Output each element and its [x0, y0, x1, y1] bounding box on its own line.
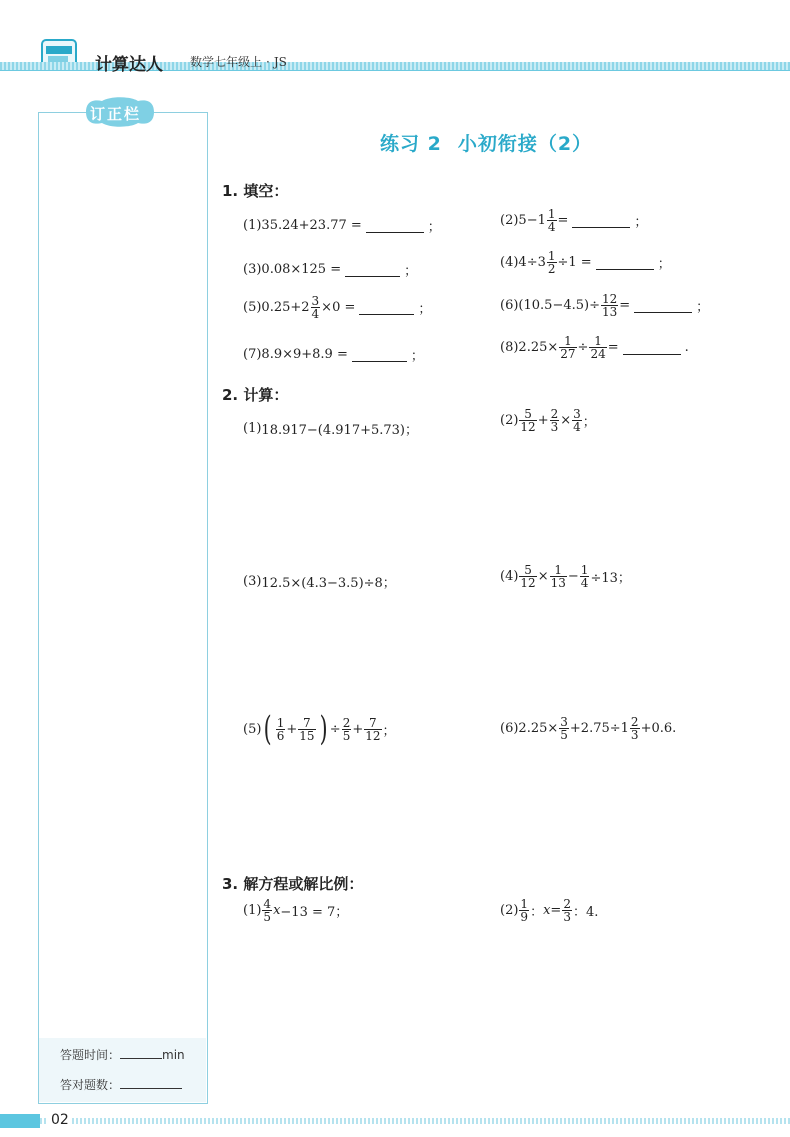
fraction: $\frac{1}{9}$: [520, 897, 529, 924]
problem-1-3: (3) 0.08×125 = ；: [243, 262, 418, 279]
answer-blank[interactable]: [359, 300, 414, 315]
fraction: $\frac{1}{2}$: [547, 249, 556, 276]
edition-label: JS: [273, 55, 287, 69]
fraction: $\frac{7}{15}$: [299, 715, 315, 743]
book-subtitle: 数学七年级上 · JS: [190, 55, 287, 69]
answer-blank[interactable]: [366, 218, 424, 233]
problem-2-5: (5) ( $\frac{1}{6}$ + $\frac{7}{15}$ ) ÷ $\frac{2}{5}$ + $\frac{7}{12}$ ；: [243, 709, 396, 749]
problem-3-2: (2) $\frac{1}{9}$ ： x = $\frac{2}{3}$ ：4.: [500, 897, 599, 924]
page-title: 练习 2 小初衔接（2）: [380, 133, 593, 155]
fraction: $\frac{1}{27}$: [560, 334, 576, 361]
section-calculate-title: 2. 计算：: [222, 386, 289, 404]
footer-accent-bar: [0, 1114, 40, 1128]
fraction: $\frac{2}{3}$: [630, 715, 639, 742]
problem-1-4: (4) 4÷3 $\frac{1}{2}$ ÷1 = ；: [500, 249, 671, 276]
fraction: $\frac{3}{4}$: [573, 407, 581, 434]
problem-3-1: (1) $\frac{4}{5}$ x −13 = 7；: [243, 897, 349, 924]
book-title: 计算达人: [95, 55, 163, 75]
footer-stripe: [0, 1118, 790, 1124]
correction-column: [38, 112, 208, 1104]
fraction: $\frac{5}{12}$: [520, 407, 536, 434]
answer-blank[interactable]: [345, 262, 400, 277]
answer-time-field[interactable]: [120, 1046, 162, 1059]
fraction: $\frac{3}{5}$: [560, 715, 568, 742]
fraction: $\frac{1}{4}$: [547, 207, 556, 234]
problem-2-4: (4) $\frac{5}{12}$ × $\frac{1}{13}$ − $\frac{1}{4}$ ÷13；: [500, 563, 631, 590]
section-fill-blank-title: 1. 填空：: [222, 182, 289, 200]
page-number: 02: [48, 1112, 72, 1128]
correct-count-field[interactable]: [120, 1076, 182, 1089]
fraction: $\frac{2}{5}$: [342, 715, 351, 743]
fraction: $\frac{1}{4}$: [580, 563, 589, 590]
fraction: $\frac{3}{4}$: [311, 294, 320, 321]
problem-2-3: (3) 12.5×(4.3−3.5)÷8；: [243, 574, 396, 591]
correction-label: 订正栏: [90, 105, 142, 123]
correct-count-row: 答对题数：: [60, 1076, 182, 1093]
section-equation-title: 3. 解方程或解比例：: [222, 875, 364, 893]
fraction: $\frac{1}{24}$: [590, 334, 606, 361]
problem-1-7: (7) 8.9×9+8.9 = ；: [243, 347, 424, 364]
answer-blank[interactable]: [596, 255, 654, 270]
fraction: $\frac{2}{3}$: [563, 897, 571, 924]
fraction: $\frac{1}{6}$: [276, 715, 285, 743]
fraction: $\frac{2}{3}$: [550, 407, 559, 434]
problem-2-1: (1) 18.917−(4.917+5.73)；: [243, 421, 418, 438]
problem-1-5: (5) 0.25+2 $\frac{3}{4}$ ×0 = ；: [243, 294, 432, 321]
answer-time-row: 答题时间： min: [60, 1048, 185, 1062]
fraction: $\frac{5}{12}$: [520, 563, 536, 590]
fraction: $\frac{7}{12}$: [365, 715, 381, 743]
answer-blank[interactable]: [352, 347, 407, 362]
problem-1-2: (2) 5−1 $\frac{1}{4}$ = ；: [500, 207, 648, 234]
problem-1-8: (8) 2.25× $\frac{1}{27}$ ÷ $\frac{1}{24}$ = .: [500, 334, 689, 361]
answer-blank[interactable]: [623, 340, 681, 355]
fraction: $\frac{4}{5}$: [263, 897, 272, 924]
fraction: $\frac{1}{13}$: [550, 563, 566, 590]
grade-label: 数学七年级上: [190, 55, 263, 69]
problem-2-6: (6) 2.25× $\frac{3}{5}$ +2.75÷1 $\frac{2}{3}$ +0.6.: [500, 715, 677, 742]
answer-blank[interactable]: [634, 298, 692, 313]
problem-1-6: (6) (10.5−4.5)÷ $\frac{12}{13}$ = ；: [500, 292, 710, 319]
fraction: $\frac{12}{13}$: [601, 292, 618, 319]
problem-2-2: (2) $\frac{5}{12}$ + $\frac{2}{3}$ × $\frac{3}{4}$ ；: [500, 407, 596, 434]
answer-blank[interactable]: [572, 213, 630, 228]
problem-1-1: (1) 35.24+23.77 = ；: [243, 218, 441, 235]
